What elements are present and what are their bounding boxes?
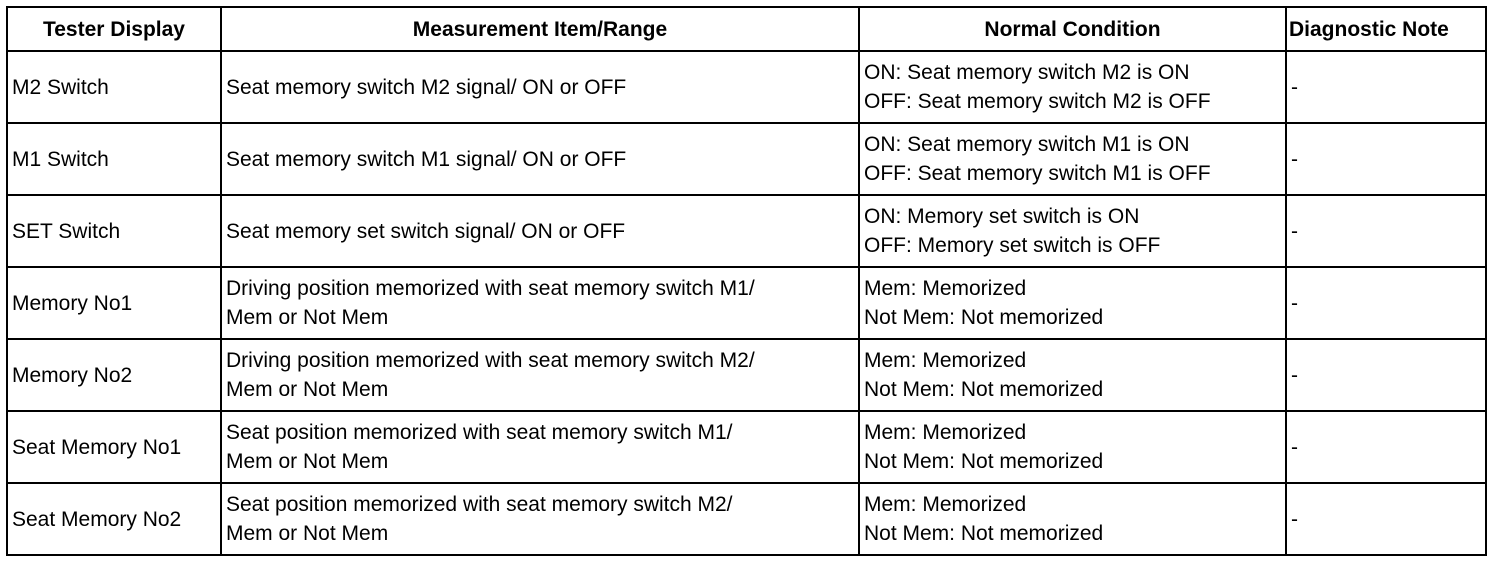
measurement-line: Seat position memorized with seat memory switch M1/	[226, 421, 733, 444]
measurement-line: Mem or Not Mem	[226, 522, 389, 545]
measurement-line: Seat memory switch M2 signal/ ON or OFF	[226, 75, 627, 99]
header-diagnostic-note: Diagnostic Note	[1286, 7, 1486, 51]
tester-display-cell: SET Switch	[7, 195, 221, 267]
table-row	[7, 51, 1486, 123]
table-row	[7, 123, 1486, 195]
table-row	[7, 195, 1486, 267]
normal-condition-line: Not Mem: Not memorized	[864, 306, 1104, 329]
normal-condition-line: Mem: Memorized	[864, 421, 1027, 444]
diagnostic-note-cell: -	[1286, 123, 1486, 195]
measurement-cell	[221, 483, 859, 555]
normal-condition-cell	[859, 195, 1286, 267]
table-header-row	[7, 7, 1486, 51]
normal-condition-line: OFF: Seat memory switch M2 is OFF	[864, 90, 1211, 113]
normal-condition-cell	[859, 123, 1286, 195]
normal-condition-line: ON: Seat memory switch M2 is ON	[864, 61, 1190, 84]
diagnostic-note-cell: -	[1286, 411, 1486, 483]
normal-condition-line: OFF: Seat memory switch M1 is OFF	[864, 162, 1211, 185]
measurement-cell	[221, 195, 859, 267]
tester-display-cell: Seat Memory No2	[7, 483, 221, 555]
normal-condition-cell	[859, 267, 1286, 339]
measurement-line: Driving position memorized with seat memory switch M1/	[226, 277, 755, 300]
tester-display-cell: Memory No2	[7, 339, 221, 411]
measurement-line: Mem or Not Mem	[226, 450, 389, 473]
normal-condition-line: ON: Seat memory switch M1 is ON	[864, 133, 1190, 156]
measurement-line: Seat memory set switch signal/ ON or OFF	[226, 219, 626, 243]
table-row	[7, 267, 1486, 339]
measurement-line: Driving position memorized with seat memory switch M2/	[226, 349, 755, 372]
normal-condition-line: Mem: Memorized	[864, 493, 1027, 516]
table-row	[7, 483, 1486, 555]
measurement-cell	[221, 339, 859, 411]
header-measurement-item: Measurement Item/Range	[221, 7, 859, 51]
table-row	[7, 411, 1486, 483]
measurement-line: Mem or Not Mem	[226, 378, 389, 401]
measurement-cell	[221, 411, 859, 483]
measurement-cell	[221, 123, 859, 195]
header-normal-condition: Normal Condition	[859, 7, 1286, 51]
normal-condition-cell	[859, 339, 1286, 411]
tester-display-cell: Memory No1	[7, 267, 221, 339]
normal-condition-cell	[859, 51, 1286, 123]
tester-display-cell: M1 Switch	[7, 123, 221, 195]
tester-display-cell: M2 Switch	[7, 51, 221, 123]
diagnostic-note-cell: -	[1286, 267, 1486, 339]
tester-data-table	[6, 6, 1487, 556]
normal-condition-line: OFF: Memory set switch is OFF	[864, 234, 1161, 257]
table-row	[7, 339, 1486, 411]
normal-condition-line: Not Mem: Not memorized	[864, 522, 1104, 545]
normal-condition-line: Not Mem: Not memorized	[864, 378, 1104, 401]
measurement-line: Seat position memorized with seat memory switch M2/	[226, 493, 733, 516]
measurement-line: Seat memory switch M1 signal/ ON or OFF	[226, 147, 627, 171]
diagnostic-note-cell: -	[1286, 339, 1486, 411]
diagnostic-note-cell: -	[1286, 195, 1486, 267]
diagnostic-note-cell: -	[1286, 483, 1486, 555]
measurement-cell	[221, 267, 859, 339]
normal-condition-line: Mem: Memorized	[864, 349, 1027, 372]
normal-condition-line: Mem: Memorized	[864, 277, 1027, 300]
normal-condition-cell	[859, 483, 1286, 555]
normal-condition-line: ON: Memory set switch is ON	[864, 205, 1140, 228]
measurement-line: Mem or Not Mem	[226, 306, 389, 329]
tester-display-cell: Seat Memory No1	[7, 411, 221, 483]
normal-condition-line: Not Mem: Not memorized	[864, 450, 1104, 473]
measurement-cell	[221, 51, 859, 123]
header-tester-display: Tester Display	[7, 7, 221, 51]
normal-condition-cell	[859, 411, 1286, 483]
diagnostic-note-cell: -	[1286, 51, 1486, 123]
